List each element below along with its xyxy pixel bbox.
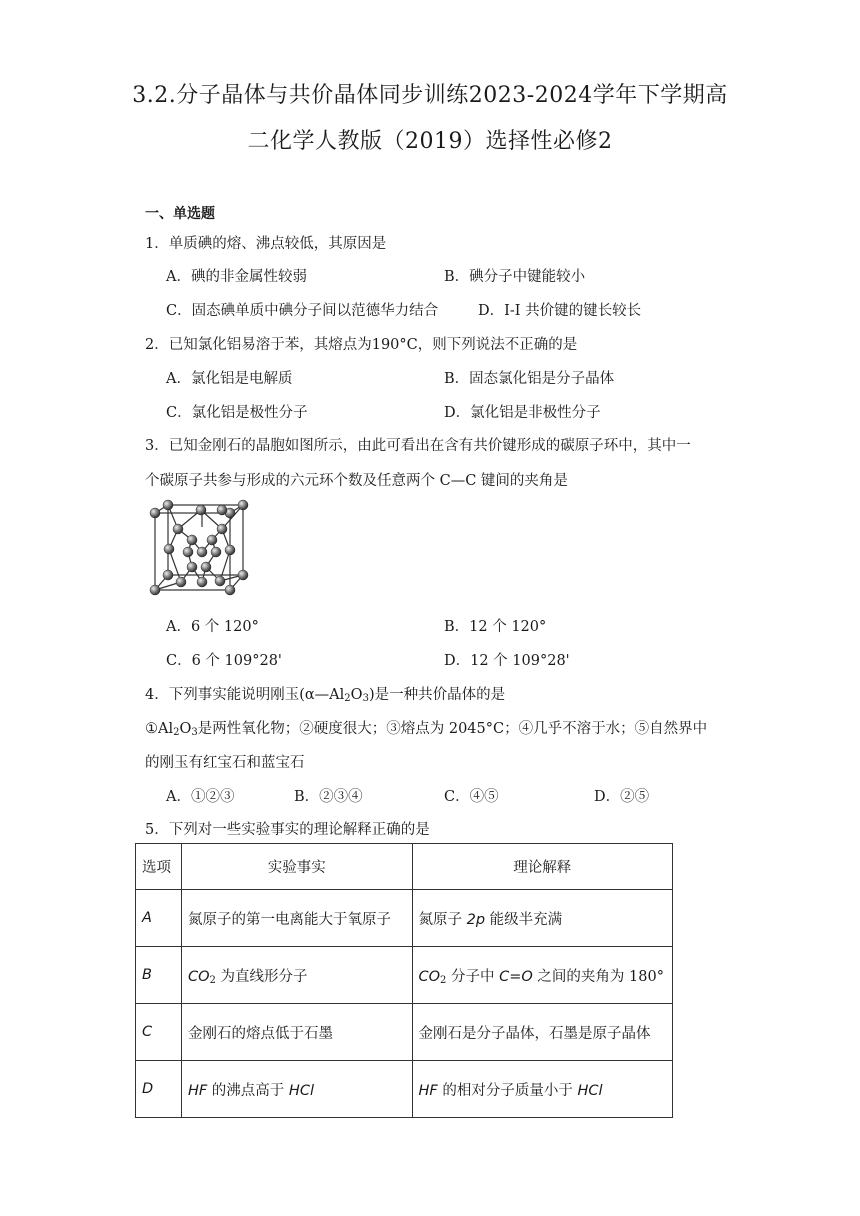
carbon-atom	[225, 545, 235, 555]
row-option: B	[136, 947, 182, 1004]
carbon-atom	[196, 505, 206, 515]
question-4-option-a: A．①②③	[166, 789, 235, 805]
question-1-option-a: A．碘的非金属性较弱	[166, 269, 307, 285]
carbon-atom	[207, 535, 217, 545]
row-fact: 金刚石的熔点低于石墨	[181, 1004, 412, 1061]
question-3-option-d: D．12 个 109°28'	[444, 653, 570, 669]
carbon-atom	[217, 505, 227, 515]
row-explanation: 氮原子 2p 能级半充满	[412, 890, 673, 947]
table-header-row	[136, 844, 673, 890]
question-3-stem-line1: 3．已知金刚石的晶胞如图所示，由此可看出在含有共价键形成的碳原子环中，其中一	[145, 438, 691, 454]
row-explanation: 金刚石是分子晶体，石墨是原子晶体	[412, 1004, 673, 1061]
header-fact: 实验事实	[181, 844, 412, 890]
question-2-option-c: C．氯化铝是极性分子	[166, 405, 308, 421]
document-title-line2: 二化学人教版（2019）选择性必修2	[247, 129, 613, 154]
carbon-atom	[197, 547, 207, 557]
row-option: C	[136, 1004, 182, 1061]
question-2-option-a: A．氯化铝是电解质	[166, 371, 293, 387]
question-2-option-b: B．固态氯化铝是分子晶体	[444, 371, 615, 387]
question-2-option-d: D．氯化铝是非极性分子	[444, 405, 601, 421]
question-3-option-c: C．6 个 109°28'	[166, 653, 282, 669]
question-5-stem: 5．下列对一些实验事实的理论解释正确的是	[145, 822, 430, 838]
carbon-atom	[187, 562, 197, 572]
question-3-stem-line2: 个碳原子共参与形成的六元环个数及任意两个 C—C 键间的夹角是	[145, 473, 568, 489]
carbon-atom	[215, 576, 225, 586]
question-1-option-b: B．碘分子中键能较小	[444, 269, 586, 285]
row-fact: $CO_2$ 为直线形分子	[181, 947, 412, 1004]
carbon-atom	[163, 500, 173, 510]
table-row	[136, 947, 673, 1004]
header-explanation: 理论解释	[412, 844, 673, 890]
diamond-unit-cell-diagram	[145, 497, 255, 597]
table-row	[136, 1004, 673, 1061]
carbon-atom	[187, 535, 197, 545]
question-4-facts-line2: 的刚玉有红宝石和蓝宝石	[145, 755, 305, 771]
row-explanation: $CO_2$ 分子中 C=O 之间的夹角为 180°	[412, 947, 673, 1004]
carbon-atom	[173, 524, 183, 534]
question-3-option-a: A．6 个 120°	[166, 619, 259, 635]
question-2-stem: 2．已知氯化铝易溶于苯，其熔点为190°C，则下列说法不正确的是	[145, 337, 578, 353]
carbon-atom	[197, 577, 207, 587]
carbon-atom	[238, 570, 248, 580]
carbon-atom	[217, 524, 227, 534]
carbon-atom	[238, 500, 248, 510]
question-1-option-d: D．I-I 共价键的键长较长	[478, 303, 642, 319]
carbon-atom	[150, 508, 160, 518]
row-fact: 氮原子的第一电离能大于氧原子	[181, 890, 412, 947]
question-5-table	[135, 843, 673, 1118]
carbon-atom	[176, 577, 186, 587]
table-row	[136, 890, 673, 947]
carbon-atom	[183, 547, 193, 557]
carbon-atom	[201, 562, 211, 572]
row-option: A	[136, 890, 182, 947]
row-explanation: HF 的相对分子质量小于 HCl	[412, 1061, 673, 1118]
question-4-option-d: D．②⑤	[594, 789, 650, 805]
header-option: 选项	[136, 844, 182, 890]
carbon-atom	[211, 547, 221, 557]
question-3-option-b: B．12 个 120°	[444, 619, 547, 635]
question-4-option-b: B．②③④	[294, 789, 363, 805]
carbon-atom	[150, 585, 160, 595]
question-4-stem: 4．下列事实能说明刚玉$(\alpha—Al_2O_3)$是一种共价晶体的是	[145, 687, 506, 704]
document-title-line1: 3.2.分子晶体与共价晶体同步训练2023-2024学年下学期高	[132, 83, 728, 108]
row-fact: HF 的沸点高于 HCl	[181, 1061, 412, 1118]
row-option: D	[136, 1061, 182, 1118]
carbon-atom	[164, 544, 174, 554]
table-row	[136, 1061, 673, 1118]
question-1-stem: 1．单质碘的熔、沸点较低，其原因是	[145, 236, 387, 252]
section-heading: 一、单选题	[145, 206, 215, 222]
carbon-atom	[163, 570, 173, 580]
question-1-option-c: C．固态碘单质中碘分子间以范德华力结合	[166, 303, 439, 319]
question-4-option-c: C．④⑤	[444, 789, 499, 805]
carbon-atom	[225, 585, 235, 595]
question-4-facts-line1: $①Al_2O_3$是两性氧化物；②硬度很大；③熔点为 2045°C；④几乎不溶于水；⑤自然界中	[145, 721, 708, 738]
